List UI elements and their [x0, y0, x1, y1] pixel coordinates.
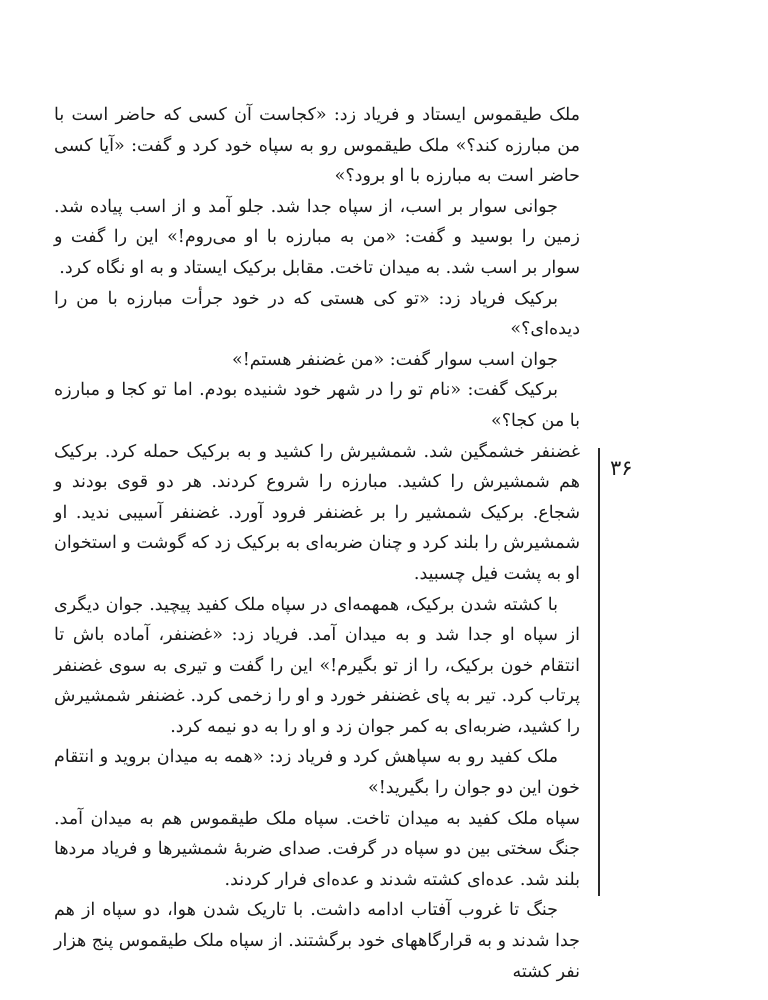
paragraph: ملک طیقموس ایستاد و فریاد زد: «کجاست آن کسی که حاضر است با من مبارزه کند؟» ملک طیقموس رو به سپاه خود کرد و گفت: «آیا کسی حاضر است به مبارزه با او برود؟»	[54, 105, 580, 187]
paragraph: جوانی سوار بر اسب، از سپاه جدا شد. جلو آمد و از اسب پیاده شد. زمین را بوسید و گفت: «من به مبارزه با او می‌روم!» این را گفت و سوار بر اسب شد. به میدان تاخت. مقابل برکیک ایستاد و به او نگاه کرد.	[54, 196, 580, 278]
paragraph: غضنفر خشمگین شد. شمشیرش را کشید و به برکیک حمله کرد. برکیک هم شمشیرش را کشید. مبارزه را شروع کردند. هر دو قوی بودند و شجاع. برکیک شمشیر را بر غضنفر فرود آورد. غضنفر آسیبی ندید. او شمشیرش را بلند کرد و چنان ضربه‌ای به برکیک زد که گوشت و استخوان او به پشت فیل چسبید.	[54, 441, 580, 584]
paragraph: جوان اسب سوار گفت: «من غضنفر هستم!»	[232, 349, 558, 370]
paragraph: سپاه ملک کفید به میدان تاخت. سپاه ملک طیقموس هم به میدان آمد. جنگ سختی بین دو سپاه در گرفت. صدای ضربهٔ شمشیرها و فریاد مردها بلند شد. عده‌ای کشته شدند و عده‌ای فرار کردند.	[54, 808, 580, 890]
paragraph: ملک کفید رو به سپاهش کرد و فریاد زد: «همه به میدان بروید و انتقام خون این دو جوان را بگیرید!»	[54, 747, 580, 799]
margin-rule	[598, 448, 600, 896]
paragraph: برکیک فریاد زد: «تو کی هستی که در خود جرأت مبارزه با من را دیده‌ای؟»	[54, 288, 580, 340]
paragraph: جنگ تا غروب آفتاب ادامه داشت. با تاریک شدن هوا، دو سپاه از هم جدا شدند و به قرارگاههای خود برگشتند. از سپاه ملک طیقموس پنج هزار نفر کشته	[54, 900, 580, 982]
body-text	[54, 100, 580, 987]
page-number: ۳۶	[610, 456, 633, 480]
paragraph: با کشته شدن برکیک، همهمه‌ای در سپاه ملک کفید پیچید. جوان دیگری از سپاه او جدا شد و به میدان آمد. فریاد زد: «غضنفر، آماده باش تا انتقام خون برکیک، را از تو بگیرم!» این را گفت و تیری به سوی غضنفر پرتاب کرد. تیر به پای غضنفر خورد و او را زخمی کرد. غضنفر شمشیرش را کشید، ضربه‌ای به کمر جوان زد و او را به دو نیمه کرد.	[54, 594, 580, 737]
paragraph: برکیک گفت: «نام تو را در شهر خود شنیده بودم. اما تو کجا و مبارزه با من کجا؟»	[54, 380, 580, 431]
